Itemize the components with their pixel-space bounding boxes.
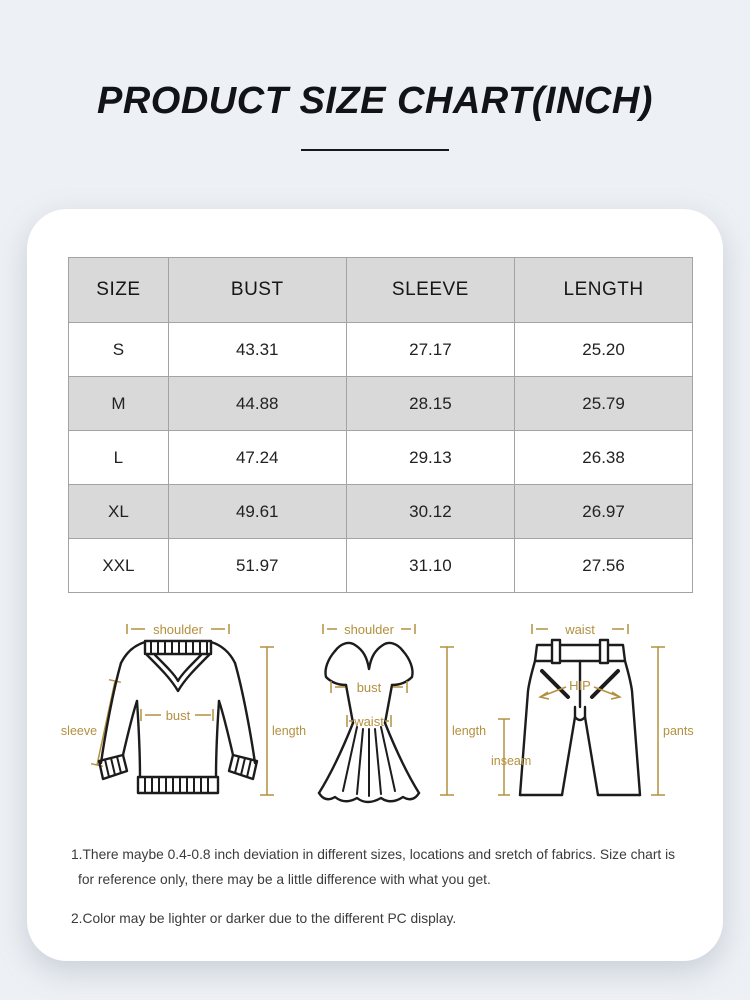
dress-waist-label: waist	[354, 714, 384, 729]
sleeve-cell: 31.10	[346, 539, 514, 593]
size-cell: XL	[69, 485, 169, 539]
length-cell: 25.79	[515, 377, 693, 431]
measurement-diagrams	[55, 619, 695, 811]
pants-hip-label: HIP	[569, 678, 591, 693]
length-cell: 26.38	[515, 431, 693, 485]
sweater-shoulder-label: shoulder	[153, 622, 203, 637]
table-header-row	[69, 258, 693, 323]
dress-shoulder-label: shoulder	[344, 622, 394, 637]
length-cell: 27.56	[515, 539, 693, 593]
sweater-bust-label: bust	[165, 708, 191, 723]
title-underline	[301, 149, 449, 151]
size-cell: M	[69, 377, 169, 431]
size-cell: L	[69, 431, 169, 485]
bust-cell: 47.24	[168, 431, 346, 485]
page-title: PRODUCT SIZE CHART(INCH)	[97, 80, 653, 122]
sleeve-cell: 27.17	[346, 323, 514, 377]
size-cell: S	[69, 323, 169, 377]
dress-length-label: length	[452, 724, 487, 738]
size-cell: XXL	[69, 539, 169, 593]
sweater-length-label: length	[272, 724, 307, 738]
table-row-m	[69, 377, 693, 431]
pants-inseam-label: inseam	[491, 754, 532, 768]
sleeve-cell: 28.15	[346, 377, 514, 431]
pants-waist-label: waist	[565, 622, 595, 637]
bust-cell: 43.31	[168, 323, 346, 377]
table-row-l	[69, 431, 693, 485]
table-row-xxl	[69, 539, 693, 593]
bust-cell: 51.97	[168, 539, 346, 593]
bust-cell: 44.88	[168, 377, 346, 431]
pants-drawing	[520, 640, 640, 795]
pants-diagram	[490, 619, 695, 811]
length-cell: 25.20	[515, 323, 693, 377]
size-table	[68, 257, 693, 593]
header-sleeve: SLEEVE	[346, 258, 514, 323]
footnote-deviation: 1.There maybe 0.4-0.8 inch deviation in different sizes, locations and sretch of fabrics. Size chart is for reference only, there may be a little difference with what you get.	[71, 847, 676, 887]
size-chart-card	[27, 209, 723, 961]
table-row-s	[69, 323, 693, 377]
sleeve-cell: 30.12	[346, 485, 514, 539]
sweater-diagram	[55, 619, 305, 811]
bust-cell: 49.61	[168, 485, 346, 539]
length-cell: 26.97	[515, 485, 693, 539]
sweater-sleeve-label: sleeve	[60, 724, 98, 738]
header-length: LENGTH	[515, 258, 693, 323]
header-size: SIZE	[69, 258, 169, 323]
pants-length-label: pants	[663, 724, 694, 738]
dress-diagram	[305, 619, 490, 811]
dress-bust-label: bust	[356, 680, 382, 695]
header-bust: BUST	[168, 258, 346, 323]
table-row-xl	[69, 485, 693, 539]
sleeve-cell: 29.13	[346, 431, 514, 485]
footnote-color: 2.Color may be lighter or darker due to the different PC display.	[71, 910, 457, 926]
footnotes	[71, 843, 689, 931]
